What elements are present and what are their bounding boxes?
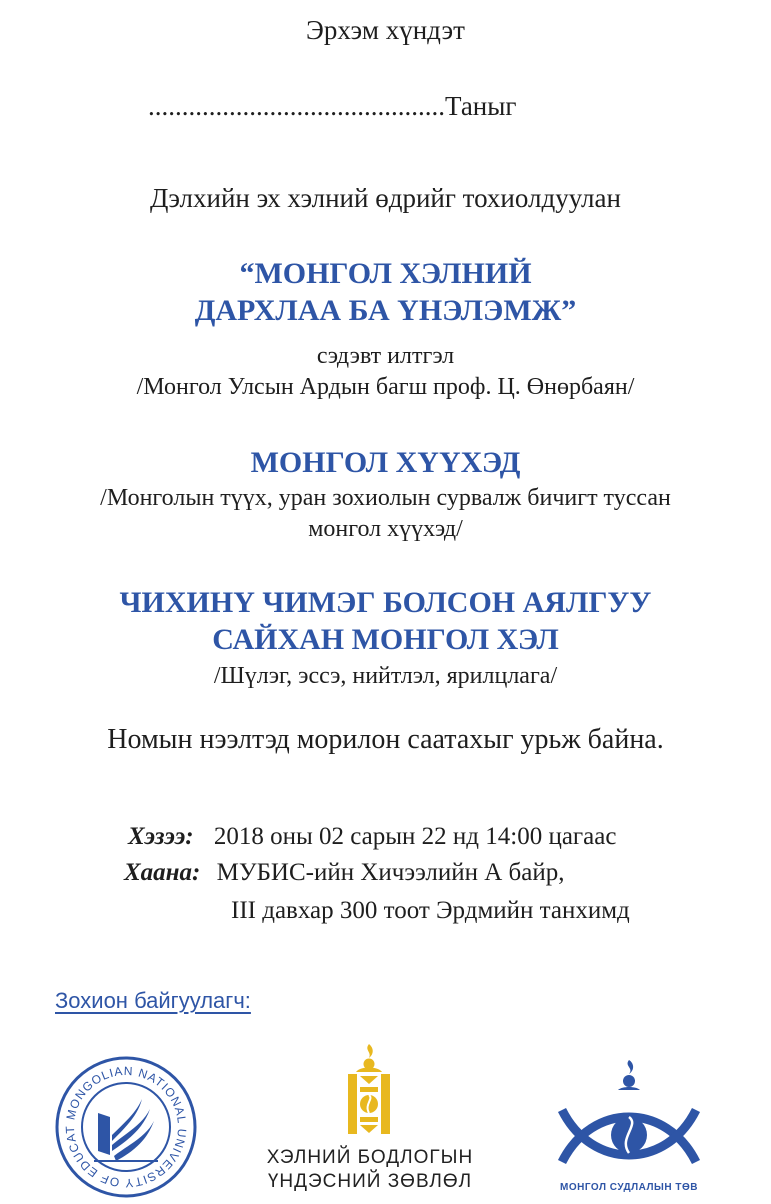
organizer-label: Зохион байгуулагч: xyxy=(55,988,251,1013)
talk-title-line1: “МОНГОЛ ХЭЛНИЙ xyxy=(239,257,532,290)
book2-title-line2: САЙХАН МОНГОЛ ХЭЛ xyxy=(212,623,559,656)
soyombo-icon xyxy=(346,1042,392,1138)
mongol-studies-logo xyxy=(556,1058,702,1184)
council-caption-line1: ХЭЛНИЙ БОДЛОГЫН xyxy=(266,1147,474,1168)
where-label: Хаана: xyxy=(124,859,201,886)
talk-speaker: /Монгол Улсын Ардын багш проф. Ц. Өнөрбаян/ xyxy=(136,374,635,400)
soyombo-logo xyxy=(346,1042,392,1138)
greeting: Эрхэм хүндэт xyxy=(306,15,465,45)
svg-text:MONGOLIAN NATIONAL UNIVERSITY: MONGOLIAN NATIONAL UNIVERSITY OF EDUCAT xyxy=(62,1063,190,1191)
mongol-studies-emblem-icon xyxy=(556,1058,702,1184)
when-label: Хэзээ: xyxy=(128,823,194,850)
where-line2: III давхар 300 тоот Эрдмийн танхимд xyxy=(231,897,630,924)
university-seal-icon xyxy=(54,1055,198,1199)
mongol-studies-caption: МОНГОЛ СУДЛАЛЫН ТӨВ xyxy=(560,1182,698,1193)
talk-title-line2: ДАРХЛАА БА ҮНЭЛЭМЖ” xyxy=(194,294,577,327)
book1-desc-line2: монгол хүүхэд/ xyxy=(308,516,463,542)
where-line1: МУБИС-ийн Хичээлийн А байр, xyxy=(216,859,565,886)
university-logo xyxy=(54,1055,198,1199)
occasion-line: Дэлхийн эх хэлний өдрийг тохиолдуулан xyxy=(150,183,621,213)
book2-title-line1: ЧИХИНҮ ЧИМЭГ БОЛСОН АЯЛГУУ xyxy=(119,586,652,619)
addressee-line: ............................................Таныг xyxy=(148,91,517,121)
book1-title: МОНГОЛ ХҮҮХЭД xyxy=(250,446,521,479)
when-row xyxy=(128,820,728,854)
talk-subtitle: сэдэвт илтгэл xyxy=(316,343,455,369)
invitation-text: Номын нээлтэд морилон саатахыг урьж байна. xyxy=(107,724,664,755)
where-row xyxy=(124,856,724,890)
when-value: 2018 оны 02 сарын 22 нд 14:00 цагаас xyxy=(213,823,617,850)
council-caption-line2: ҮНДЭСНИЙ ЗӨВЛӨЛ xyxy=(267,1171,473,1192)
book2-desc: /Шүлэг, эссэ, нийтлэл, ярилцлага/ xyxy=(213,663,558,689)
book1-desc-line1: /Монголын түүх, уран зохиолын сурвалж бичигт туссан xyxy=(100,485,671,511)
